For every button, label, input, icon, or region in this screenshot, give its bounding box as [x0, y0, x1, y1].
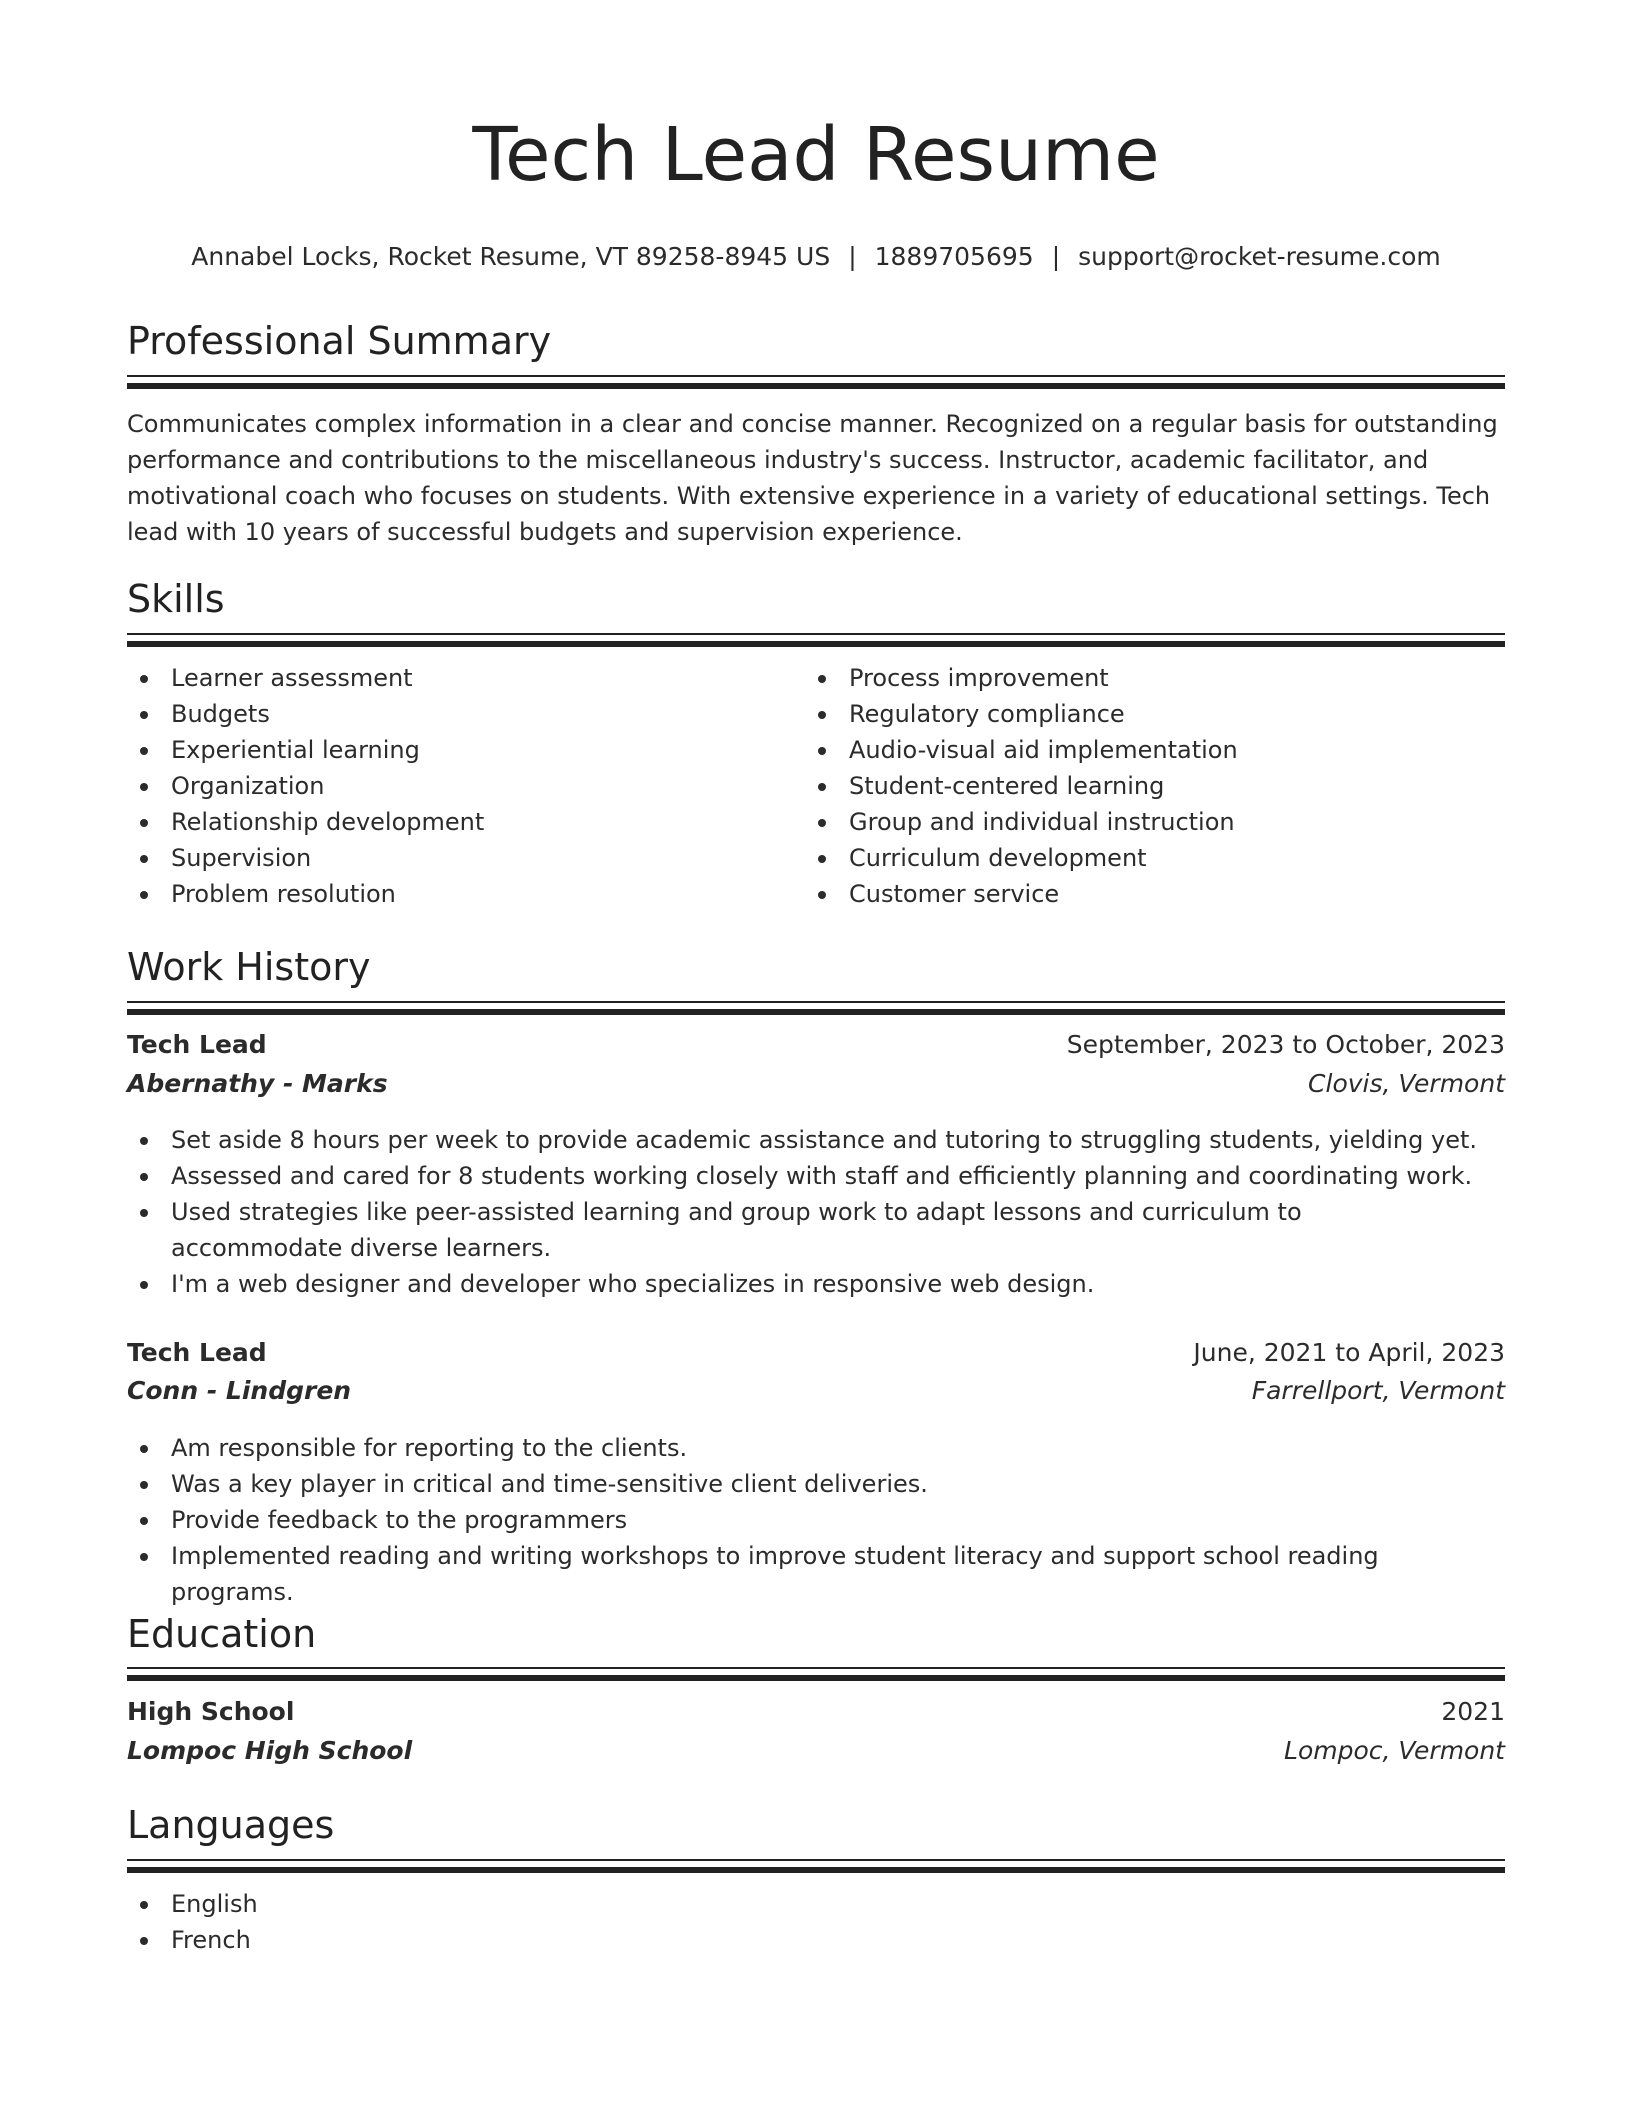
section-heading-summary: Professional Summary [127, 319, 552, 363]
language-item: English [127, 1886, 787, 1922]
contact-separator: | [1051, 242, 1061, 271]
language-item: French [127, 1922, 787, 1958]
section-divider [127, 1867, 1505, 1873]
section-divider [127, 1009, 1505, 1015]
skill-item: Experiential learning [127, 732, 787, 768]
job-company: Abernathy - Marks [127, 1069, 388, 1098]
skill-item: Regulatory compliance [805, 696, 1505, 732]
education-degree-row [127, 1697, 1505, 1733]
section-heading-languages: Languages [127, 1803, 335, 1847]
education-school: Lompoc High School [127, 1736, 413, 1765]
skill-item: Audio-visual aid implementation [805, 732, 1505, 768]
skill-item: Process improvement [805, 660, 1505, 696]
job-dates: September, 2023 to October, 2023 [1066, 1030, 1505, 1059]
job-location: Clovis, Vermont [1308, 1069, 1505, 1098]
languages-list [127, 1886, 787, 1958]
contact-email[interactable]: support@rocket-resume.com [1078, 242, 1441, 271]
skill-item: Student-centered learning [805, 768, 1505, 804]
section-divider [127, 1667, 1505, 1669]
skill-item: Budgets [127, 696, 787, 732]
job-bullet: Assessed and cared for 8 students working closely with staff and efficiently planning and coordinating work. [127, 1158, 1505, 1194]
education-year: 2021 [1441, 1697, 1505, 1726]
job-company: Conn - Lindgren [127, 1376, 352, 1405]
job-bullets [127, 1430, 1505, 1610]
contact-phone: 1889705695 [874, 242, 1034, 271]
education-location: Lompoc, Vermont [1284, 1736, 1505, 1765]
job-title: Tech Lead [127, 1338, 267, 1367]
job-title-row [127, 1338, 1505, 1374]
job-bullets [127, 1122, 1505, 1302]
section-divider [127, 375, 1505, 377]
skill-item: Organization [127, 768, 787, 804]
section-heading-skills: Skills [127, 577, 225, 621]
skill-item: Group and individual instruction [805, 804, 1505, 840]
job-bullet: Was a key player in critical and time-sensitive client deliveries. [127, 1466, 1505, 1502]
job-bullet: Implemented reading and writing workshops to improve student literacy and support school reading programs. [127, 1538, 1505, 1610]
skill-item: Learner assessment [127, 660, 787, 696]
job-bullet: Used strategies like peer-assisted learning and group work to adapt lessons and curriculum to accommodate diverse learners. [127, 1194, 1505, 1266]
skills-list-left [127, 660, 787, 912]
education-degree: High School [127, 1697, 295, 1726]
job-bullet: Set aside 8 hours per week to provide academic assistance and tutoring to struggling students, yielding yet. [127, 1122, 1505, 1158]
section-divider [127, 633, 1505, 635]
skills-list-right [805, 660, 1505, 912]
section-divider [127, 1859, 1505, 1861]
education-school-row [127, 1736, 1505, 1772]
section-divider [127, 1675, 1505, 1681]
summary-text: Communicates complex information in a clear and concise manner. Recognized on a regular basis for outstanding performance and contributions to the miscellaneous industry's success. Instructor, academic facilitator, and motivational coach who focuses on students. With extensive experience in a variety of educational settings. Tech lead with 10 years of successful budgets and supervision experience. [127, 410, 1498, 546]
resume-title: Tech Lead Resume [472, 112, 1160, 198]
job-bullet: I'm a web designer and developer who specializes in responsive web design. [127, 1266, 1505, 1302]
section-divider [127, 641, 1505, 647]
job-bullet: Am responsible for reporting to the clients. [127, 1430, 1505, 1466]
job-title: Tech Lead [127, 1030, 267, 1059]
skill-item: Supervision [127, 840, 787, 876]
job-location: Farrellport, Vermont [1251, 1376, 1505, 1405]
section-heading-work-history: Work History [127, 945, 371, 989]
skill-item: Curriculum development [805, 840, 1505, 876]
job-company-row [127, 1069, 1505, 1105]
contact-separator: | [848, 242, 857, 271]
section-heading-education: Education [127, 1612, 317, 1656]
job-company-row [127, 1376, 1505, 1412]
job-dates: June, 2021 to April, 2023 [1193, 1338, 1505, 1367]
section-divider [127, 383, 1505, 389]
job-bullet: Provide feedback to the programmers [127, 1502, 1505, 1538]
job-title-row [127, 1030, 1505, 1066]
skill-item: Relationship development [127, 804, 787, 840]
contact-address: Annabel Locks, Rocket Resume, VT 89258-8945 US [191, 242, 831, 271]
skill-item: Customer service [805, 876, 1505, 912]
contact-line [127, 242, 1505, 271]
section-divider [127, 1001, 1505, 1003]
skill-item: Problem resolution [127, 876, 787, 912]
